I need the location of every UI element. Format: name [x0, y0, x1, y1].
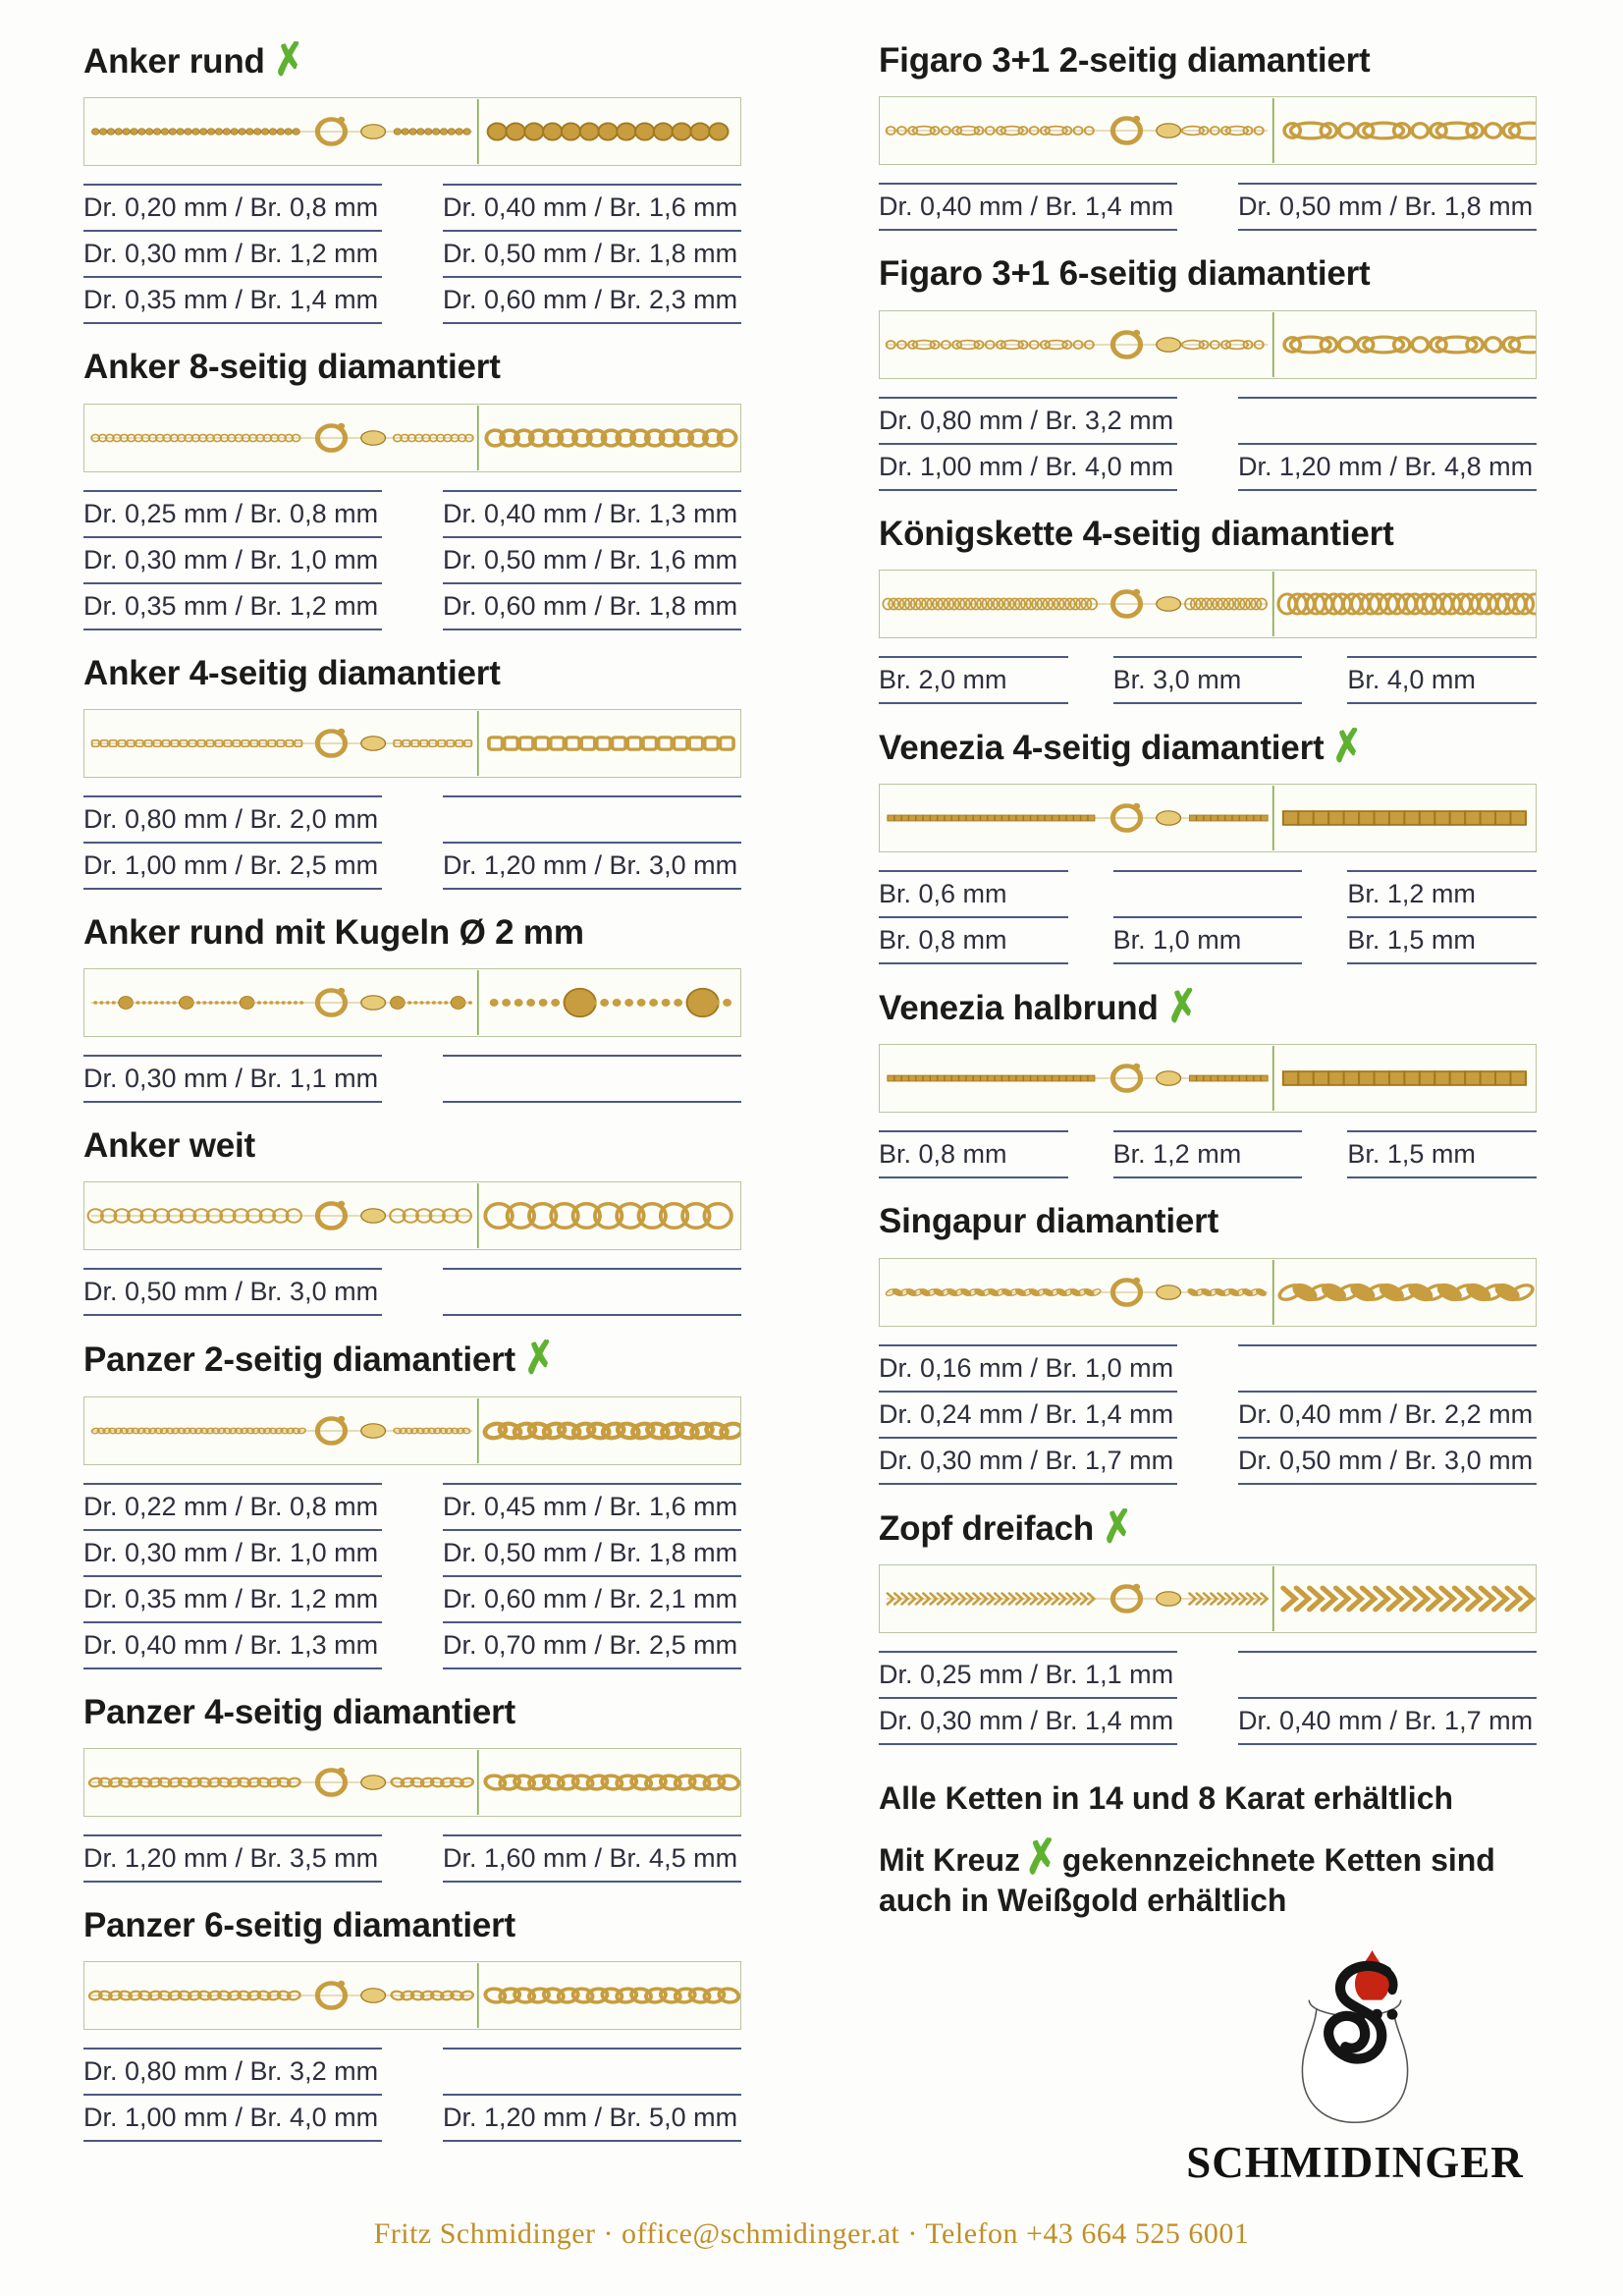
spec-table-bottom-rule	[443, 322, 741, 324]
spec-cell: Dr. 0,20 mm / Br. 0,8 mm	[83, 184, 382, 230]
spec-cell: Dr. 1,60 mm / Br. 4,5 mm	[443, 1834, 741, 1881]
spec-cell: Dr. 0,80 mm / Br. 2,0 mm	[83, 795, 382, 842]
section-title	[879, 1202, 1537, 1241]
spec-cell: Dr. 0,22 mm / Br. 0,8 mm	[83, 1483, 382, 1529]
section-title-text: Venezia 4-seitig diamantiert	[879, 728, 1325, 767]
section-title	[83, 34, 741, 86]
chain-image	[83, 709, 741, 778]
spec-table-bottom-rule	[1238, 229, 1537, 231]
left-column	[83, 34, 741, 2188]
logo-droplet	[1355, 1950, 1389, 2003]
spec-cell: Br. 2,0 mm	[879, 656, 1068, 702]
spec-table-bottom-rule	[1238, 1743, 1537, 1745]
chain-section	[83, 1693, 741, 1883]
chain-section	[83, 913, 741, 1103]
spec-table	[879, 1651, 1537, 1745]
brand-name: SCHMIDINGER	[1186, 2137, 1524, 2187]
section-title	[879, 721, 1537, 772]
chain-image	[83, 968, 741, 1037]
cross-icon: ✗	[1021, 1829, 1061, 1885]
spec-table-bottom-rule	[443, 2140, 741, 2142]
chain-image	[879, 784, 1537, 852]
spec-cell	[1238, 397, 1537, 443]
spec-table-bottom-rule	[879, 1176, 1068, 1178]
spec-table	[879, 397, 1537, 491]
footer-contact: Fritz Schmidinger · office@schmidinger.at · Telefon +43 664 525 6001	[373, 2217, 1250, 2250]
spec-cell: Dr. 0,30 mm / Br. 1,2 mm	[83, 230, 382, 276]
spec-table-bottom-rule	[879, 1743, 1177, 1745]
spec-table-bottom-rule	[879, 229, 1177, 231]
spec-table-bottom-rule	[1347, 962, 1537, 964]
section-title	[83, 1334, 741, 1385]
spec-cell: Dr. 0,50 mm / Br. 1,8 mm	[443, 230, 741, 276]
section-title	[83, 654, 741, 693]
section-title	[879, 515, 1537, 554]
spec-cell: Br. 1,5 mm	[1347, 1130, 1537, 1176]
section-title-text: Anker rund mit Kugeln Ø 2 mm	[83, 912, 584, 952]
spec-cell: Dr. 0,50 mm / Br. 1,6 mm	[443, 536, 741, 582]
section-title-text: Figaro 3+1 2-seitig diamantiert	[879, 41, 1371, 80]
spec-cell: Dr. 1,20 mm / Br. 3,0 mm	[443, 842, 741, 888]
spec-table-bottom-rule	[1347, 1176, 1537, 1178]
right-column-tail	[879, 1778, 1537, 2188]
chain-image	[83, 1961, 741, 2030]
spec-table-bottom-rule	[1238, 1483, 1537, 1485]
section-title	[83, 913, 741, 953]
spec-cell: Dr. 0,50 mm / Br. 3,0 mm	[83, 1268, 382, 1314]
section-title-text: Singapur diamantiert	[879, 1202, 1219, 1241]
spec-cell: Dr. 1,00 mm / Br. 4,0 mm	[83, 2094, 382, 2140]
spec-cell: Br. 4,0 mm	[1347, 656, 1537, 702]
section-title	[83, 1906, 741, 1945]
spec-table	[83, 1483, 741, 1669]
spec-cell: Dr. 0,40 mm / Br. 1,7 mm	[1238, 1697, 1537, 1743]
chain-section	[83, 1906, 741, 2142]
chain-section	[83, 1126, 741, 1316]
section-title	[83, 1693, 741, 1732]
right-column	[879, 41, 1537, 2188]
spec-table-bottom-rule	[443, 629, 741, 630]
spec-cell: Dr. 0,50 mm / Br. 3,0 mm	[1238, 1437, 1537, 1483]
chain-section	[879, 254, 1537, 490]
spec-cell: Dr. 0,40 mm / Br. 2,2 mm	[1238, 1391, 1537, 1437]
section-title-text: Panzer 6-seitig diamantiert	[83, 1905, 516, 1944]
section-title-text: Venezia halbrund	[879, 989, 1159, 1027]
section-title-text: Königskette 4-seitig diamantiert	[879, 514, 1394, 553]
spec-cell: Dr. 1,00 mm / Br. 4,0 mm	[879, 443, 1177, 489]
chain-section	[879, 981, 1537, 1178]
spec-cell	[1113, 870, 1303, 916]
cross-icon: ✗	[1329, 721, 1367, 772]
spec-table	[83, 2048, 741, 2142]
chain-section	[879, 1502, 1537, 1745]
cross-icon: ✗	[270, 34, 307, 86]
spec-table	[83, 490, 741, 630]
spec-table-bottom-rule	[83, 2140, 382, 2142]
spec-table-bottom-rule	[1113, 962, 1303, 964]
spec-cell: Br. 3,0 mm	[1113, 656, 1303, 702]
chain-image	[83, 1748, 741, 1817]
spec-cell: Br. 0,8 mm	[879, 1130, 1068, 1176]
cross-icon: ✗	[520, 1334, 559, 1385]
spec-table-bottom-rule	[879, 962, 1068, 964]
spec-cell: Dr. 0,30 mm / Br. 1,7 mm	[879, 1437, 1177, 1483]
spec-cell	[443, 2048, 741, 2094]
spec-cell: Dr. 0,30 mm / Br. 1,0 mm	[83, 1529, 382, 1575]
spec-cell	[1238, 1651, 1537, 1697]
spec-table-bottom-rule	[443, 1314, 741, 1316]
spec-table-bottom-rule	[1347, 702, 1537, 704]
chain-section	[879, 515, 1537, 704]
spec-cell: Dr. 0,35 mm / Br. 1,4 mm	[83, 276, 382, 322]
section-title	[83, 348, 741, 387]
spec-cell: Dr. 1,20 mm / Br. 5,0 mm	[443, 2094, 741, 2140]
spec-cell: Dr. 0,60 mm / Br. 2,1 mm	[443, 1575, 741, 1621]
spec-cell: Dr. 0,70 mm / Br. 2,5 mm	[443, 1621, 741, 1667]
spec-cell	[443, 1268, 741, 1314]
spec-table	[879, 1344, 1537, 1485]
chain-section	[879, 1202, 1537, 1484]
schmidinger-emblem-icon	[1271, 1946, 1438, 2133]
chain-image	[879, 1564, 1537, 1633]
cross-icon: ✗	[1099, 1502, 1137, 1553]
spec-cell: Dr. 0,80 mm / Br. 3,2 mm	[879, 397, 1177, 443]
spec-table-bottom-rule	[879, 1483, 1177, 1485]
spec-table-bottom-rule	[879, 702, 1068, 704]
spec-table-bottom-rule	[1238, 489, 1537, 491]
section-title-text: Figaro 3+1 6-seitig diamantiert	[879, 254, 1371, 294]
spec-table-bottom-rule	[83, 1667, 382, 1669]
spec-cell: Dr. 0,50 mm / Br. 1,8 mm	[1238, 183, 1537, 229]
note-cross-prefix: Mit Kreuz	[879, 1841, 1020, 1878]
note-karat: Alle Ketten in 14 und 8 Karat erhältlich	[879, 1779, 1454, 1816]
section-title-text: Anker weit	[83, 1126, 255, 1165]
spec-cell: Br. 1,2 mm	[1113, 1130, 1303, 1176]
section-title	[879, 981, 1537, 1033]
spec-table-bottom-rule	[443, 1881, 741, 1883]
spec-table	[83, 184, 741, 324]
spec-table-bottom-rule	[83, 1101, 382, 1103]
cross-icon: ✗	[1163, 981, 1201, 1033]
chain-image	[879, 96, 1537, 165]
section-title-text: Anker 4-seitig diamantiert	[83, 653, 501, 692]
spec-cell: Dr. 0,60 mm / Br. 2,3 mm	[443, 276, 741, 322]
section-title-text: Panzer 4-seitig diamantiert	[83, 1692, 516, 1731]
spec-table-bottom-rule	[83, 1881, 382, 1883]
chain-section	[83, 34, 741, 324]
spec-table-bottom-rule	[83, 1314, 382, 1316]
spec-cell: Dr. 0,40 mm / Br. 1,3 mm	[443, 490, 741, 536]
spec-cell: Dr. 0,30 mm / Br. 1,0 mm	[83, 536, 382, 582]
spec-cell: Dr. 0,40 mm / Br. 1,4 mm	[879, 183, 1177, 229]
spec-cell: Br. 1,2 mm	[1347, 870, 1537, 916]
spec-cell: Dr. 0,25 mm / Br. 1,1 mm	[879, 1651, 1177, 1697]
spec-cell: Dr. 0,25 mm / Br. 0,8 mm	[83, 490, 382, 536]
spec-cell: Dr. 0,45 mm / Br. 1,6 mm	[443, 1483, 741, 1529]
spec-cell: Dr. 0,35 mm / Br. 1,2 mm	[83, 582, 382, 629]
spec-table	[83, 1268, 741, 1316]
note-cross-suffix: gekennzeichnete Ketten sind auch in Weißgold erhältlich	[879, 1841, 1495, 1918]
chain-section	[879, 41, 1537, 231]
chain-section	[83, 654, 741, 890]
chain-image	[879, 570, 1537, 638]
spec-table	[83, 1834, 741, 1883]
spec-table-bottom-rule	[879, 489, 1177, 491]
spec-cell: Dr. 0,16 mm / Br. 1,0 mm	[879, 1344, 1177, 1391]
section-title	[879, 254, 1537, 294]
spec-cell: Dr. 0,30 mm / Br. 1,1 mm	[83, 1055, 382, 1101]
section-title	[83, 1126, 741, 1166]
section-title	[879, 1502, 1537, 1553]
spec-cell: Dr. 1,20 mm / Br. 4,8 mm	[1238, 443, 1537, 489]
spec-cell: Dr. 1,20 mm / Br. 3,5 mm	[83, 1834, 382, 1881]
chain-image	[879, 310, 1537, 379]
chain-image	[879, 1044, 1537, 1113]
chain-image	[83, 1181, 741, 1250]
chain-image	[83, 1396, 741, 1465]
spec-table	[879, 656, 1537, 704]
chain-image	[83, 97, 741, 166]
chain-section	[83, 348, 741, 629]
spec-cell	[443, 795, 741, 842]
spec-table	[879, 870, 1537, 964]
spec-cell: Br. 0,8 mm	[879, 916, 1068, 962]
chain-section	[879, 721, 1537, 964]
spec-cell: Br. 0,6 mm	[879, 870, 1068, 916]
spec-table-bottom-rule	[443, 1667, 741, 1669]
chain-section	[83, 1334, 741, 1668]
spec-cell: Dr. 0,80 mm / Br. 3,2 mm	[83, 2048, 382, 2094]
spec-table-bottom-rule	[83, 888, 382, 890]
spec-cell: Dr. 0,40 mm / Br. 1,3 mm	[83, 1621, 382, 1667]
spec-table	[83, 795, 741, 890]
spec-table-bottom-rule	[1113, 702, 1303, 704]
spec-table-bottom-rule	[83, 629, 382, 630]
spec-cell	[1238, 1344, 1537, 1391]
section-title-text: Panzer 2-seitig diamantiert	[83, 1340, 516, 1380]
spec-table-bottom-rule	[443, 888, 741, 890]
spec-cell: Dr. 0,50 mm / Br. 1,8 mm	[443, 1529, 741, 1575]
spec-table	[83, 1055, 741, 1103]
spec-table-bottom-rule	[83, 322, 382, 324]
spec-cell: Br. 1,5 mm	[1347, 916, 1537, 962]
availability-notes	[879, 1778, 1537, 1921]
spec-cell: Dr. 0,30 mm / Br. 1,4 mm	[879, 1697, 1177, 1743]
spec-cell: Dr. 0,60 mm / Br. 1,8 mm	[443, 582, 741, 629]
spec-cell: Dr. 0,40 mm / Br. 1,6 mm	[443, 184, 741, 230]
section-title-text: Anker rund	[83, 42, 265, 81]
chain-image	[83, 404, 741, 472]
spec-cell	[443, 1055, 741, 1101]
spec-cell: Dr. 1,00 mm / Br. 2,5 mm	[83, 842, 382, 888]
spec-table-bottom-rule	[443, 1101, 741, 1103]
brand-logo	[1173, 1946, 1537, 2188]
spec-cell: Dr. 0,35 mm / Br. 1,2 mm	[83, 1575, 382, 1621]
spec-cell: Br. 1,0 mm	[1113, 916, 1303, 962]
spec-table	[879, 1130, 1537, 1178]
spec-table-bottom-rule	[1113, 1176, 1303, 1178]
spec-table	[879, 183, 1537, 231]
spec-cell: Dr. 0,24 mm / Br. 1,4 mm	[879, 1391, 1177, 1437]
chain-image	[879, 1258, 1537, 1327]
section-title	[879, 41, 1537, 81]
section-title-text: Anker 8-seitig diamantiert	[83, 348, 501, 387]
note-cross	[879, 1829, 1537, 1921]
section-title-text: Zopf dreifach	[879, 1508, 1095, 1548]
